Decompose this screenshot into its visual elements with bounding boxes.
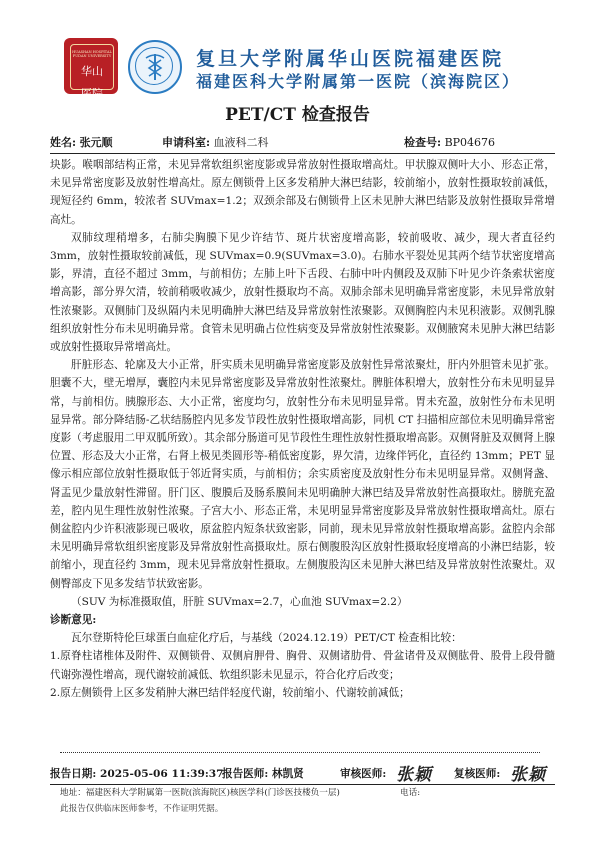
reporting-doctor-label: 报告医师:	[222, 768, 269, 780]
patient-info-row	[50, 134, 555, 152]
report-date-label: 报告日期:	[50, 768, 97, 780]
reporting-doctor	[222, 766, 304, 781]
report-date	[50, 766, 224, 781]
patient-name-field	[50, 134, 113, 150]
report-date-value: 2025-05-06 11:39:37	[100, 768, 224, 780]
department-field	[162, 134, 269, 150]
department-label: 申请科室:	[162, 136, 211, 149]
logo-left-tag: HUASHAN HOSPITAL FUDAN UNIVERSITY	[72, 50, 112, 58]
findings-paragraph: 肝脏形态、轮廓及大小正常，肝实质未见明确异常密度影及放射性异常浓聚灶，肝内外胆管未见扩张。胆囊不大，壁无增厚，囊腔内未见异常密度影及异常放射性浓聚灶。脾脏体积增大，放射性分布未见明显异常，与前相仿。胰腺形态、大小正常，密度均匀，放射性分布未见明显异常。胃未充盈，放射性分布未见明显异常。部分降结肠-乙状结肠腔内见多发节段性放射性摄取增高影，同机 CT 扫描相应部位未见明确异常密度影（考虑服用二甲双胍所致）。其余部分肠道可见节段性生理性放射性摄取增高影。双侧肾脏及双侧肾上腺位置、形态及大小正常，右肾上极见类圆形等-稍低密度影，界欠清，边缘伴钙化，直径约 13mm；PET 显像示相应部位放射性摄取低于邻近肾实质，与前相仿；余实质密度及放射性分布未见明显异常。双侧肾盏、肾盂见少量放射性滞留。肝门区、腹膜后及肠系膜间未见明确肿大淋巴结及异常放射性高摄取灶。膀胱充盈差，腔内见生理性放射性浓聚。子宫大小、形态正常，未见明显异常密度影及异常放射性摄取增高灶。原右侧盆腔内少许积液影现已吸收，原盆腔内短条状致密影，同前，现未见异常放射性摄取增高影。盆腔内余部未见明确异常软组织密度影及异常放射性高摄取灶。原右侧腹股沟区放射性摄取轻度增高的小淋巴结影，较前缩小，现直径约 3mm，现未见异常放射性摄取。左侧腹股沟区未见肿大淋巴结及异常放射性浓聚灶。双侧臀部皮下见多发结节状致密影。	[50, 359, 555, 590]
huashan-hospital-logo	[64, 38, 118, 100]
hospital-address: 地址：福建医科大学附属第一医院(滨海院区)核医学科(门诊医技楼负一层)	[60, 788, 340, 798]
hospital-name-line2: 福建医科大学附属第一医院（滨海院区）	[196, 72, 521, 91]
disclaimer: 此报告仅供临床医师参考，不作证明凭据。	[60, 804, 224, 814]
patient-name: 张元顺	[79, 136, 113, 149]
exam-number-value: BP04676	[444, 136, 496, 149]
findings-paragraph: 双肺纹理稍增多，右肺尖胸膜下见少许结节、斑片状密度增高影，较前吸收、减少，现大者直径约 3mm，放射性摄取较前减低，现 SUVmax=0.9(SUVmax=3.0)。右肺水平裂处见其两个结节状密度增高影，界清，直径不超过 3mm，与前相仿；左肺上叶下舌段、右肺中叶内侧段及双肺下叶见少许条索状密度增高影，部分界欠清，较前稍吸收减少，放射性摄取均不高。双肺余部未见明确异常密度影，未见异常放射性浓聚影。双侧肺门及纵隔内未见明确肿大淋巴结及异常放射性浓聚影。双侧胸腔内未见积液影。双侧乳腺组织放射性分布未见明确异常。食管未见明确占位性病变及异常放射性浓聚影。双侧腋窝未见肿大淋巴结影或放射性摄取异常增高灶。	[50, 231, 555, 354]
phone-label: 电话:	[400, 788, 421, 798]
exam-number-label: 检查号:	[404, 136, 442, 149]
diagnosis-heading: 诊断意见:	[50, 614, 97, 627]
exam-number-field	[404, 134, 495, 150]
findings-paragraph: 块影。喉咽部结构正常，未见异常软组织密度影或异常放射性摄取增高灶。甲状腺双侧叶大小、形态正常，未见异常密度影及放射性增高灶。原左侧锁骨上区多发稍肿大淋巴结影，较前缩小，放射性摄取较前减低，现短径约 6mm，较浓者 SUVmax=1.2；双颈余部及右侧锁骨上区未见肿大淋巴结影及放射性摄取异常增高灶。	[50, 159, 555, 226]
footer-divider	[50, 784, 555, 785]
name-label: 姓名:	[50, 136, 77, 149]
diagnosis-intro: 瓦尔登斯特伦巨球蛋白血症化疗后，与基线（2024.12.19）PET/CT 检查相比较：	[71, 632, 462, 645]
fujian-medical-university-logo	[128, 40, 182, 94]
header-divider	[50, 153, 555, 154]
reporting-doctor-name: 林凯贤	[272, 768, 304, 780]
report-body	[50, 156, 555, 702]
footer-dotted-divider	[60, 752, 540, 753]
hospital-name-line1: 复旦大学附属华山医院福建医院	[196, 48, 505, 70]
reviewer-label: 审核医师:	[340, 768, 387, 780]
logo-left-mark: 华山医院	[81, 65, 103, 100]
reviewer-signature: 张颖	[396, 765, 432, 785]
rereviewer-signature: 张颖	[510, 765, 546, 785]
diagnosis-item: 1.原脊柱诸椎体及附件、双侧锁骨、双侧肩胛骨、胸骨、双侧诸肋骨、骨盆诸骨及双侧肱骨、股骨上段骨髓代谢弥漫性增高，现代谢较前减低、软组织影未见显示，符合化疗后改变；	[50, 650, 555, 681]
report-header	[0, 0, 595, 130]
suv-note: （SUV 为标准摄取值，肝脏 SUVmax=2.7，心血池 SUVmax=2.2）	[71, 595, 408, 608]
diagnosis-item: 2.原左侧锁骨上区多发稍肿大淋巴结伴轻度代谢，较前缩小、代谢较前减低；	[50, 686, 410, 699]
caduceus-icon	[130, 42, 180, 92]
report-title: PET/CT 检查报告	[225, 105, 370, 125]
rereviewer-label: 复核医师:	[454, 768, 501, 780]
department-value: 血液科二科	[213, 136, 269, 149]
